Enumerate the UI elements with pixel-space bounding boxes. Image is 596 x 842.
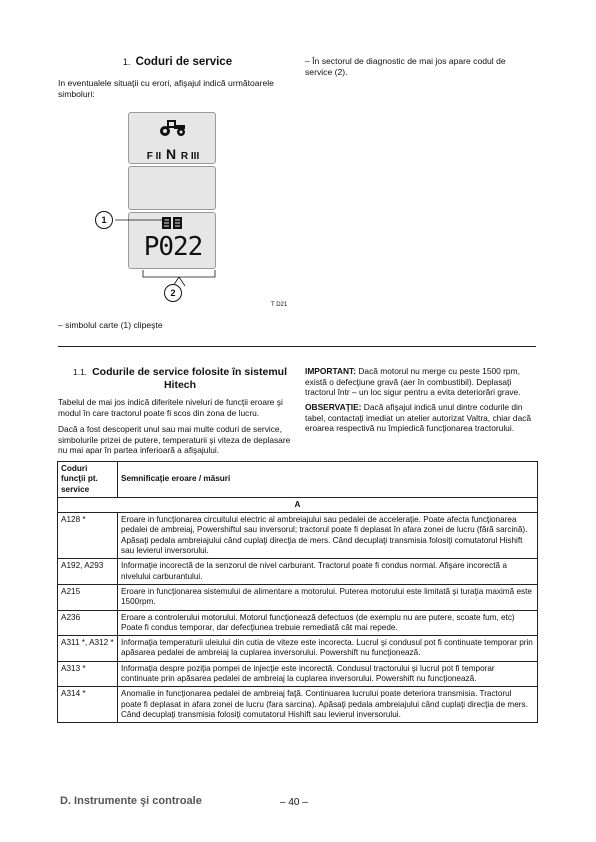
row-text: Anomalie in funcţionarea pedalei de ambreiaj faţă. Continuarea lucrului poate deteriora transmisia. Tractorul poate fi deplasat in afara zonei de lucru (fara sarcina). Apăsaţi pedala ambreiajului când cuplaţi direcţia de mers. Când decuplaţi transmisia folosiţi comutatorul Hishift sau levierul inversorului. [118, 687, 538, 723]
header-meaning: Semnificaţie eroare / măsuri [118, 462, 538, 498]
gear-neutral: N [165, 146, 177, 162]
table-row [58, 584, 538, 610]
gear-forward: F II [146, 151, 162, 162]
row-code: A215 [58, 584, 118, 610]
row-code: A128 * [58, 513, 118, 559]
display-top-segment [128, 112, 216, 164]
section-1-1-heading [60, 366, 300, 392]
table-row [58, 687, 538, 723]
row-text: Informaţia despre poziţia pompei de injecţie este incorectă. Condusul tractorului şi lucrul pot fi temporar continuate prin apăsarea pedalei de ambreiaj la cuplarea inversorului. Powershift nu funcţionează. [118, 661, 538, 687]
page-number: – 40 – [280, 797, 308, 808]
callout-2: 2 [164, 284, 182, 302]
table-row [58, 559, 538, 585]
table-header-row [58, 462, 538, 498]
observation-label: OBSERVAŢIE: [305, 402, 362, 412]
row-code: A314 * [58, 687, 118, 723]
service-codes-table [57, 461, 538, 723]
section-1-title: Coduri de service [135, 56, 233, 68]
gear-reverse: R III [180, 151, 200, 162]
section-1-1-para-2: Dacă a fost descoperit unul sau mai multe coduri de service, simbolurile prizei de putere, temperaturii şi viteza de deplasare nu mai apar în partea inferioară a afişajului. [58, 424, 291, 456]
row-text: Eroare in funcţionarea circuitului electric al ambreiajului sau pedalei de acceleraţie. Poate afecta funcţionarea pedalei de ambreiaj, Powershiftul sau inversorul; tractorul poate fi deplasat în afara zonei de lucru (fără sarcină). Apăsaţi pedala ambreiajului când cuplaţi direcţia de mers. Când decuplaţi transmisia folosiţi comutatorul Hishift sau levierul inversorului. [118, 513, 538, 559]
header-code: Coduri funcţii pt. service [58, 462, 118, 498]
service-code-note: – În sectorul de diagnostic de mai jos apare codul de service (2). [305, 56, 506, 77]
section-1-1-title: Codurile de service folosite în sistemul Hitech [92, 366, 287, 391]
service-code-display: P022 [143, 232, 203, 262]
callout-lines [95, 200, 295, 310]
important-text: Dacă motorul nu merge cu peste 1500 rpm, există o defecţiune gravă (aer în combustibil). Deplasaţi tractorul într – un loc sigur pentru a evita deteriorări grave. [305, 366, 521, 398]
table-row [58, 661, 538, 687]
section-1-1-number: 1.1. [72, 367, 88, 377]
gear-indicator [129, 146, 217, 162]
tractor-icon [158, 119, 188, 137]
row-text: Eroare in funcţionarea sistemului de alimentare a motorului. Puterea motorului este limitată şi turaţia maximă este 1500rpm. [118, 584, 538, 610]
row-code: A192, A293 [58, 559, 118, 585]
section-1-number: 1. [122, 57, 131, 67]
important-label: IMPORTANT: [305, 366, 357, 376]
section-1-heading [60, 56, 295, 68]
table-section-label: A [58, 497, 538, 512]
callout-1: 1 [95, 211, 113, 229]
row-code: A236 [58, 610, 118, 636]
section-1-1-para-1: Tabelul de mai jos indică diferitele niveluri de funcţii eroare şi modul în care tractorul poate fi scos din zona de lucru. [58, 397, 283, 418]
table-section-row [58, 497, 538, 512]
row-text: Informaţia temperaturii uleiului din cutia de viteze este incorecta. Lucrul şi condusul pot fi continuate temporar prin apăsarea pedalei de ambreiaj la cuplarea inversorului. Powershift nu funcţionează. [118, 636, 538, 662]
row-code: A311 *, A312 * [58, 636, 118, 662]
table-row [58, 610, 538, 636]
row-text: Eroare a controlerului motorului. Motorul funcţionează defectuos (de exemplu nu are putere, scoate fum, etc) Poate fi condus temporar, dar defecţiunea trebuie remediată cât mai repede. [118, 610, 538, 636]
table-row [58, 636, 538, 662]
observation-note [305, 402, 537, 434]
section-divider [58, 346, 536, 347]
observation-text: Dacă afişajul indică unul dintre codurile din tabel, contactaţi imediat un atelier autorizat Valtra, chiar dacă eroarea respectivă nu împiedică funcţionarea tractorului. [305, 402, 532, 434]
row-text: Informaţie incorectă de la senzorul de nivel carburant. Tractorul poate fi condus normal. Afişare incorectă a nivelului carburantului. [118, 559, 538, 585]
row-code: A313 * [58, 661, 118, 687]
book-symbol-note: – simbolul carte (1) clipeşte [58, 320, 163, 330]
important-note [305, 366, 537, 398]
figure-code: T D21 [271, 302, 288, 308]
section-1-intro: In eventualele situaţii cu erori, afişajul indică următoarele simboluri: [58, 78, 274, 99]
footer-section-title: D. Instrumente şi controale [60, 795, 202, 807]
table-row [58, 513, 538, 559]
